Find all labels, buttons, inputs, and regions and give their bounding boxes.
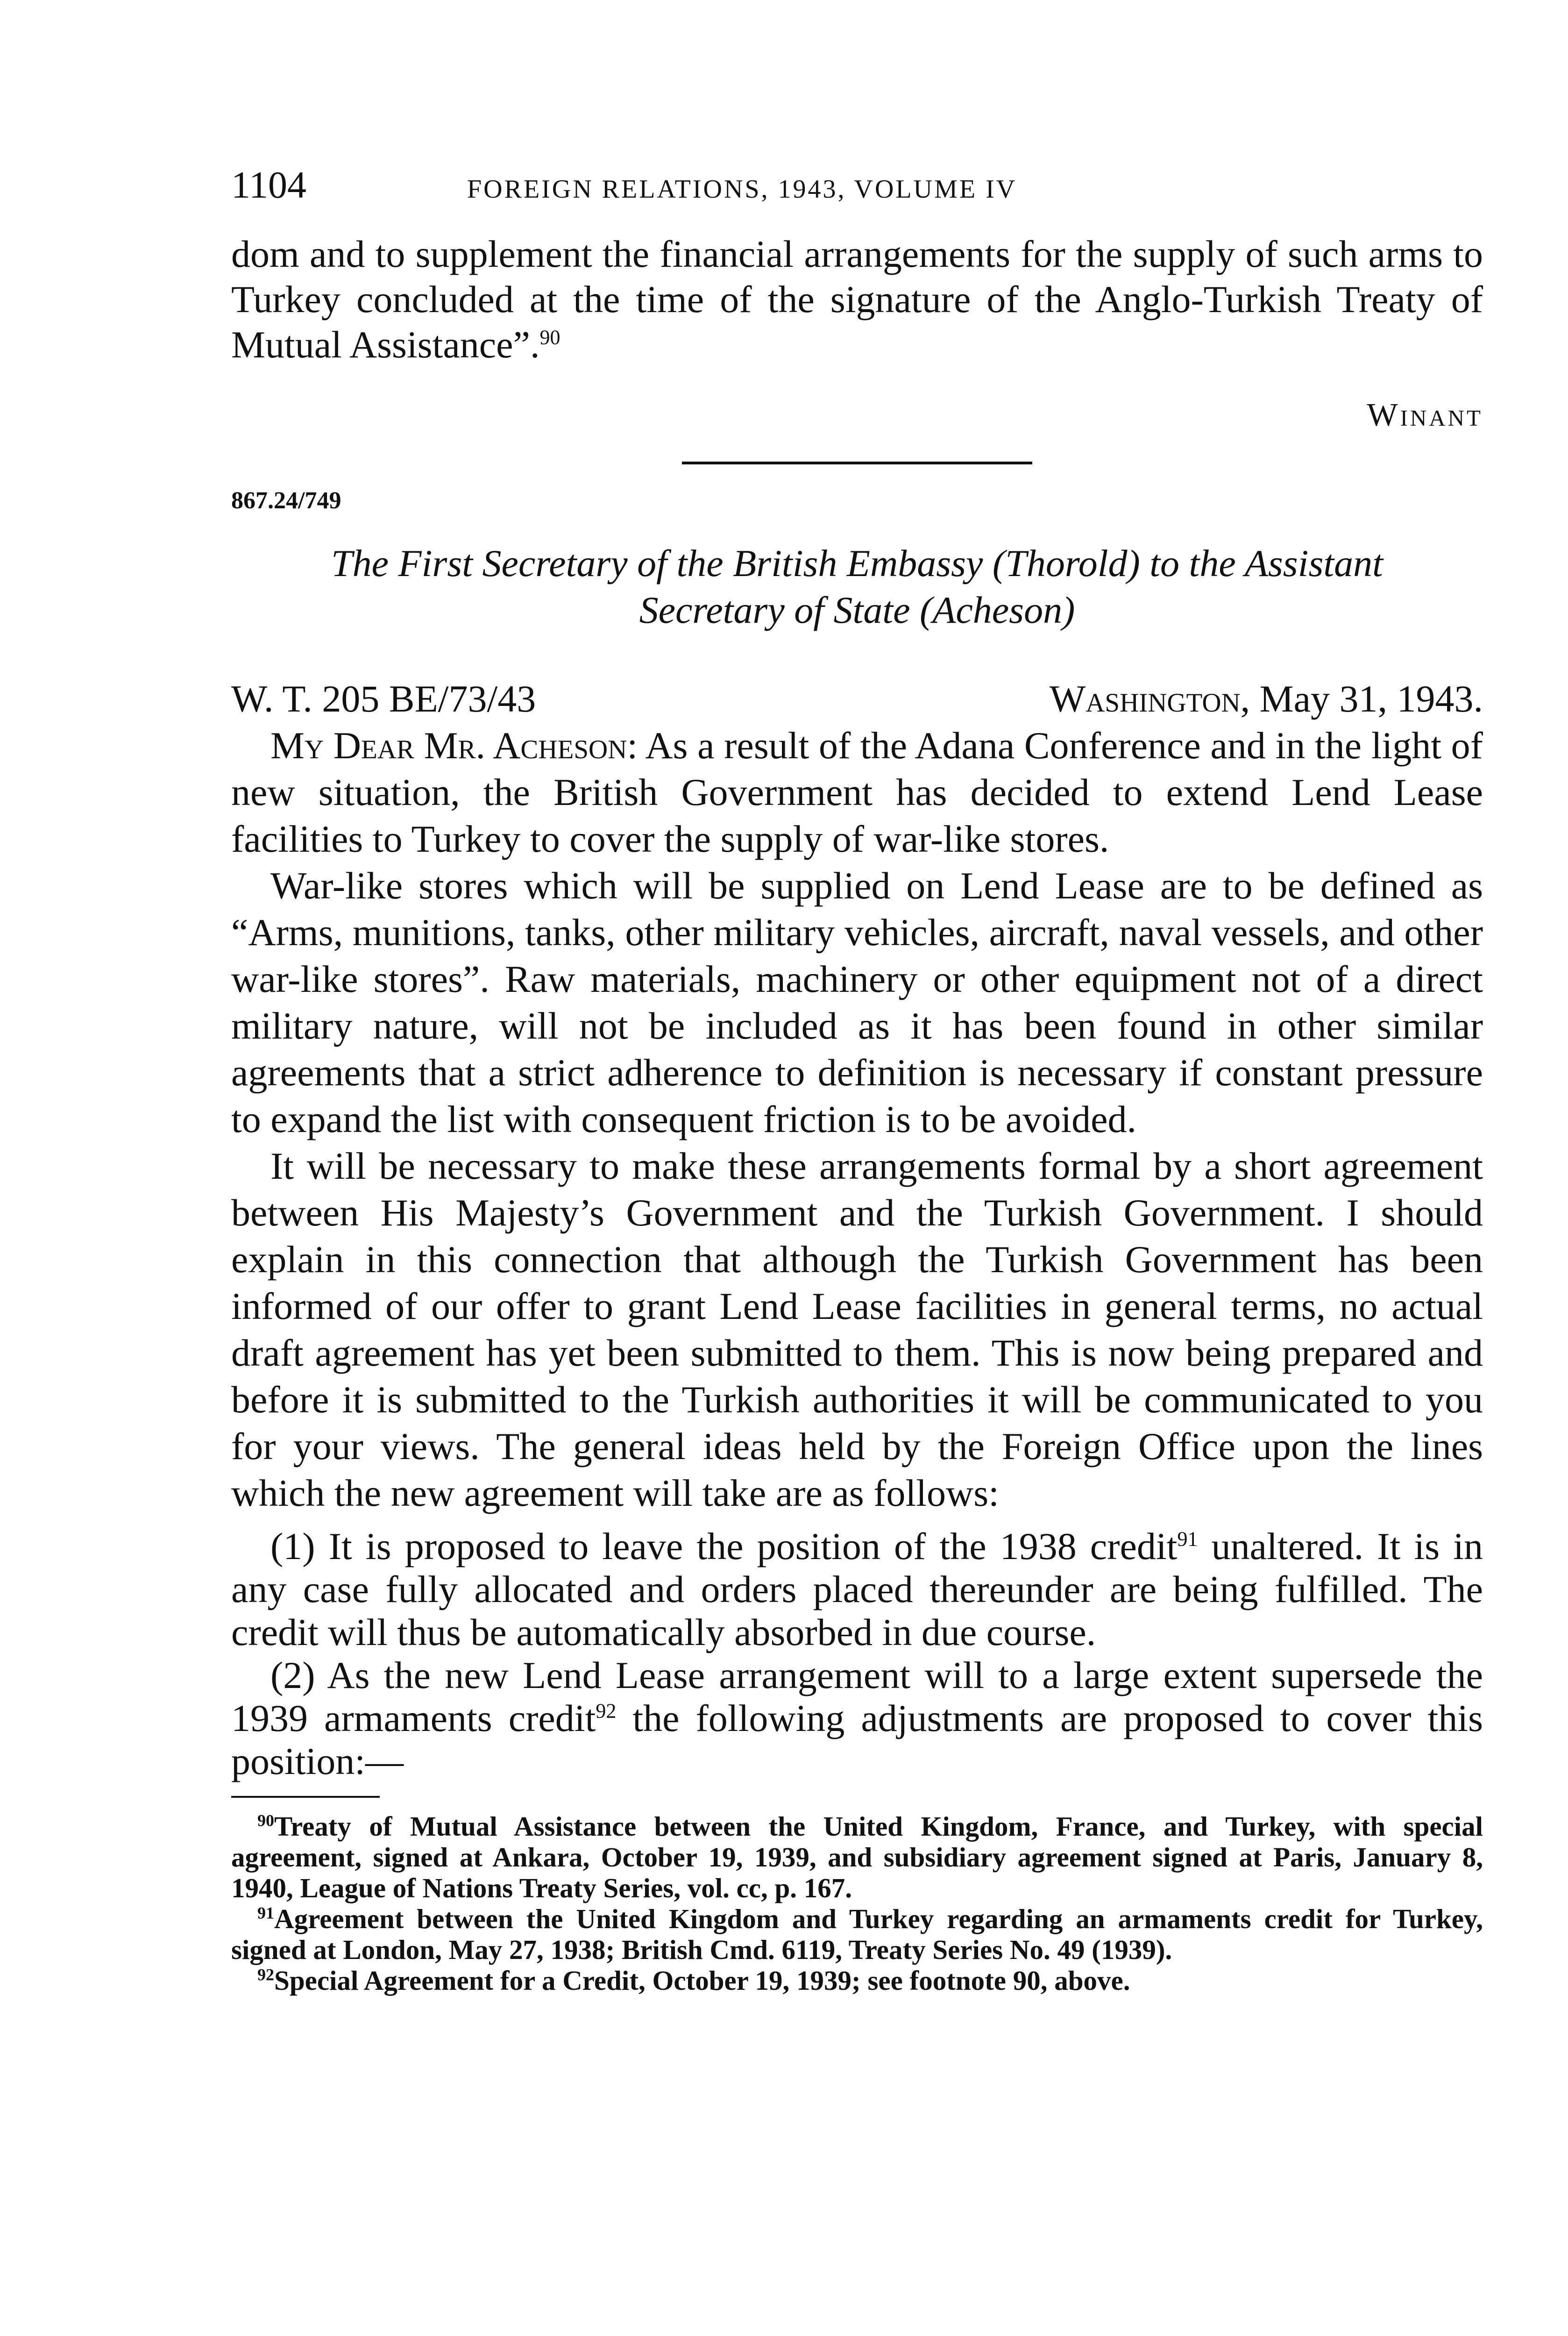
footnote-number: 90 xyxy=(257,1811,274,1830)
document-title xyxy=(231,540,1483,634)
place: Washington, xyxy=(1049,677,1250,720)
item-1-after: unaltered. It is in any case fully allocated and orders placed thereunder are being fulfilled. The credit will thus be automatically absorbed in due course. xyxy=(231,1525,1483,1653)
footnote-text: Special Agreement for a Credit, October 19, 1939; see footnote 90, above. xyxy=(274,1965,1130,1996)
footnote-ref-92: 92 xyxy=(596,1699,617,1723)
footnote xyxy=(231,1903,1483,1965)
footnote-number: 92 xyxy=(257,1965,274,1984)
continuation-text: dom and to supplement the financial arrangements for the supply of such arms to Turkey concluded at the time of the signature of the Anglo-Turkish Treaty of Mutual Assistance”. xyxy=(231,233,1483,366)
item-2-after: the following adjustments are proposed to cover this position:— xyxy=(231,1697,1483,1782)
paragraph-1 xyxy=(231,722,1483,862)
footnote xyxy=(231,1811,1483,1903)
document-title-line-2: Secretary of State (Acheson) xyxy=(639,589,1075,631)
paragraph-2 xyxy=(231,862,1483,1143)
date: May 31, 1943. xyxy=(1259,677,1483,720)
document-title-line-1: The First Secretary of the British Embassy (Thorold) to the Assistant xyxy=(331,542,1383,584)
paragraph-1-text: As a result of the Adana Conference and in the light of new situation, the British Government has decided to extend Lend Lease facilities to Turkey to cover the supply of war-like stores. xyxy=(231,724,1483,860)
footnote-rule xyxy=(231,1796,380,1798)
document-reference: W. T. 205 BE/73/43 xyxy=(231,677,536,720)
footnote xyxy=(231,1965,1483,1996)
item-1-before: (1) It is proposed to leave the position of the 1938 credit xyxy=(270,1525,1178,1567)
document-meta xyxy=(231,676,1483,722)
salutation: My Dear Mr. Acheson xyxy=(270,724,627,767)
paragraph-3-text: It will be necessary to make these arrangements formal by a short agreement between His Majesty’s Government and the Turkish Government. I should explain in this connection that although the Turkish Government has been informed of our offer to grant Lend Lease facilities in general terms, no actual draft agreement has yet been submitted to them. This is now being prepared and before it is submitted to the Turkish authorities it will be communicated to you for your views. The general ideas held by the Foreign Office upon the lines which the new agreement will take are as follows: xyxy=(231,1145,1483,1514)
section-separator xyxy=(682,462,1032,464)
list-item-1 xyxy=(231,1525,1483,1654)
paragraph-3 xyxy=(231,1143,1483,1517)
footnote-text: Treaty of Mutual Assistance between the United Kingdom, France, and Turkey, with special agreement, signed at Ankara, October 19, 1939, and subsidiary agreement signed at Paris, January 8, 1940, League of Nations Treaty Series, vol. cc, p. 167. xyxy=(231,1811,1483,1903)
running-head: FOREIGN RELATIONS, 1943, VOLUME IV xyxy=(467,175,1017,204)
footnote-text: Agreement between the United Kingdom and Turkey regarding an armaments credit for Turkey, signed at London, May 27, 1938; British Cmd. 6119, Treaty Series No. 49 (1939). xyxy=(231,1903,1483,1965)
paragraph-2-text: War-like stores which will be supplied on Lend Lease are to be defined as “Arms, munitions, tanks, other military vehicles, aircraft, naval vessels, and other war-like stores”. Raw materials, machinery or other equipment not of a direct military nature, will not be included as it has been found in other similar agreements that a strict adherence to definition is necessary if constant pressure to expand the list with consequent friction is to be avoided. xyxy=(231,864,1483,1140)
list-item-2 xyxy=(231,1654,1483,1783)
place-date xyxy=(1050,676,1483,722)
footnote-ref-90: 90 xyxy=(539,326,561,349)
continuation-paragraph xyxy=(231,231,1483,367)
item-2-before: (2) As the new Lend Lease arrangement will to a large extent supersede the 1939 armaments credit xyxy=(231,1654,1483,1739)
salutation-punct: : xyxy=(627,724,638,767)
page-number: 1104 xyxy=(231,164,306,206)
footnote-ref-91: 91 xyxy=(1177,1527,1198,1551)
page-content xyxy=(231,166,1483,1996)
signature: Winant xyxy=(1367,397,1483,433)
file-reference: 867.24/749 xyxy=(231,487,341,514)
footnote-number: 91 xyxy=(257,1903,274,1923)
page-header xyxy=(231,166,1483,227)
